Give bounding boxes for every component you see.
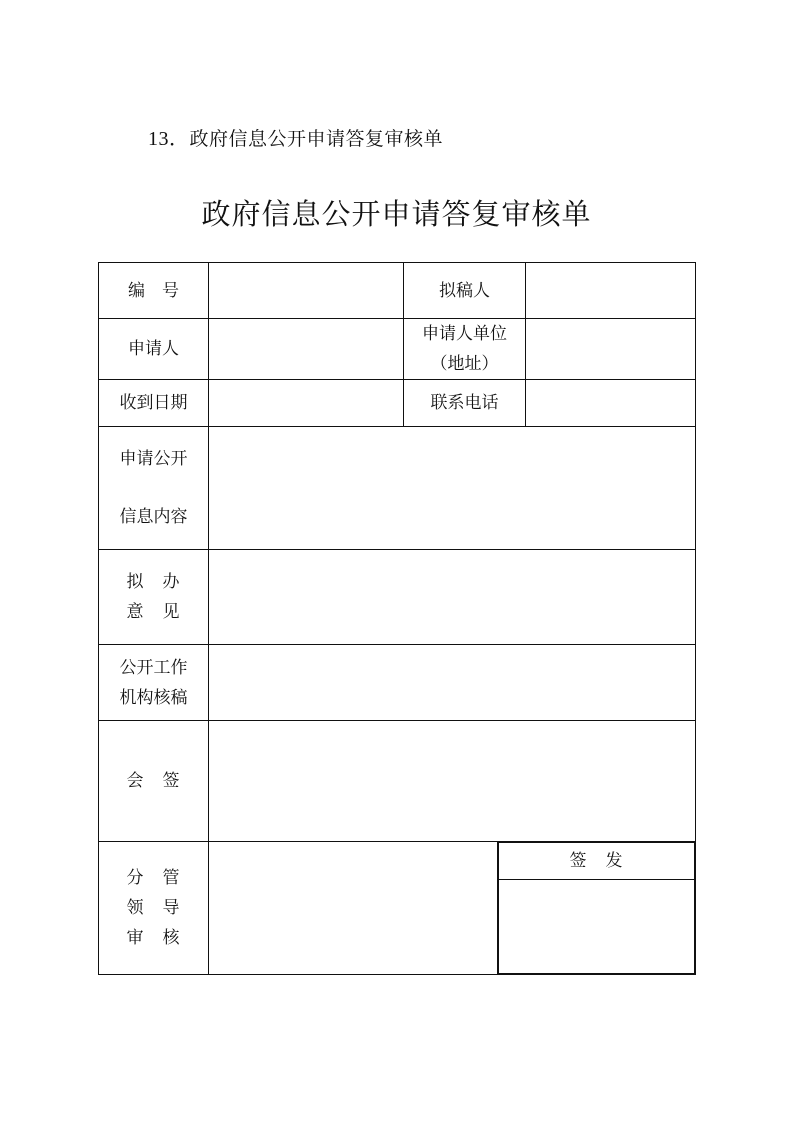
- review-form-table: [98, 262, 696, 975]
- applicant-unit-label-line1: 申请人单位: [422, 324, 507, 344]
- contact-phone-field[interactable]: [526, 380, 696, 427]
- requested-info-label-line2: 信息内容: [119, 507, 188, 527]
- leader-review-label-line1: 分 管: [126, 868, 181, 888]
- caption-number: 13．: [148, 128, 190, 150]
- issue-subtable: [498, 842, 695, 974]
- table-row: [99, 550, 696, 645]
- issue-field[interactable]: [499, 880, 695, 974]
- proposed-opinion-label: [99, 550, 209, 645]
- caption-text: 政府信息公开申请答复审核单: [189, 128, 444, 150]
- requested-info-field[interactable]: [209, 427, 696, 550]
- contact-phone-label: 联系电话: [404, 380, 526, 427]
- requested-info-label: [99, 427, 209, 550]
- document-caption: [148, 122, 443, 151]
- issue-cell: [498, 842, 696, 975]
- proposed-opinion-label-line2: 意 见: [126, 602, 181, 622]
- requested-info-label-line1: 申请公开: [119, 449, 188, 469]
- leader-review-label-line3: 审 核: [126, 928, 181, 948]
- leader-review-field[interactable]: [209, 842, 498, 975]
- drafter-field[interactable]: [526, 263, 696, 319]
- form-title: 政府信息公开申请答复审核单: [201, 197, 592, 231]
- applicant-unit-label: [404, 319, 526, 380]
- table-row: [99, 721, 696, 842]
- table-row: [99, 842, 696, 975]
- proposed-opinion-field[interactable]: [209, 550, 696, 645]
- countersign-label: 会 签: [99, 721, 209, 842]
- proposed-opinion-label-line1: 拟 办: [126, 572, 181, 592]
- leader-review-label: [99, 842, 209, 975]
- applicant-field[interactable]: [209, 319, 404, 380]
- review-field[interactable]: [209, 645, 696, 721]
- review-label: [99, 645, 209, 721]
- table-row: [99, 319, 696, 380]
- applicant-unit-label-line2: （地址）: [430, 354, 499, 374]
- drafter-label: 拟稿人: [404, 263, 526, 319]
- table-row: [99, 427, 696, 550]
- received-date-field[interactable]: [209, 380, 404, 427]
- applicant-label: 申请人: [99, 319, 209, 380]
- applicant-unit-field[interactable]: [526, 319, 696, 380]
- review-label-line1: 公开工作: [119, 657, 188, 678]
- countersign-field[interactable]: [209, 721, 696, 842]
- issue-label: 签 发: [499, 843, 695, 880]
- table-row: [99, 263, 696, 319]
- received-date-label: 收到日期: [99, 380, 209, 427]
- number-label: 编 号: [99, 263, 209, 319]
- leader-review-label-line2: 领 导: [126, 898, 181, 918]
- table-row: [99, 380, 696, 427]
- review-label-line2: 机构核稿: [119, 687, 188, 708]
- number-field[interactable]: [209, 263, 404, 319]
- table-row: [99, 645, 696, 721]
